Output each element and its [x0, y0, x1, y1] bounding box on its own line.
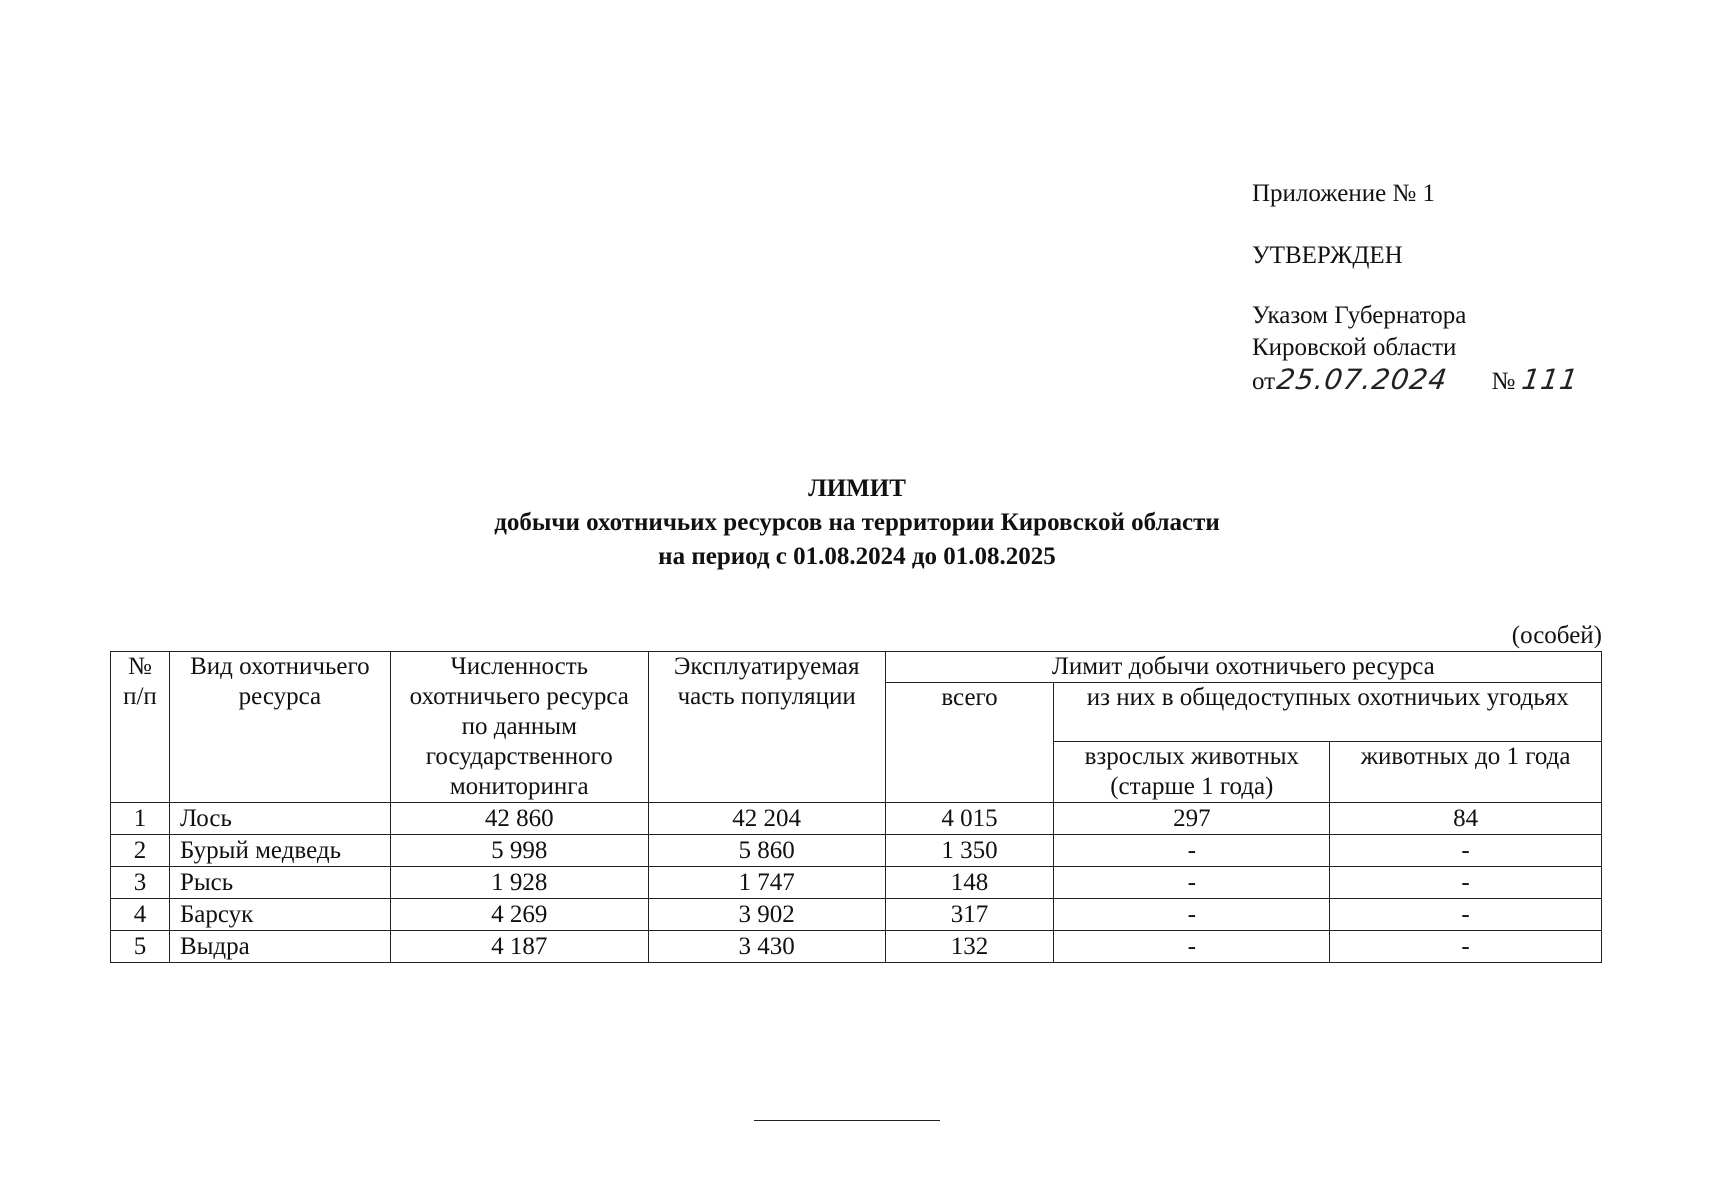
header-limit: Лимит добычи охотничьего ресурса: [885, 652, 1601, 683]
header-adults: взрослых животных (старше 1 года): [1054, 742, 1330, 803]
cell-total: 148: [885, 867, 1054, 899]
cell-population: 4 269: [390, 899, 648, 931]
cell-species: Выдра: [169, 931, 390, 963]
table-row: [111, 899, 1602, 931]
decree-date-line: [1252, 363, 1581, 398]
table-row: [111, 803, 1602, 835]
cell-exploited: 1 747: [648, 867, 885, 899]
approved-label: УТВЕРЖДЕН: [1252, 242, 1403, 269]
title-line-3: на период с 01.08.2024 до 01.08.2025: [658, 543, 1056, 570]
cell-young: -: [1330, 835, 1602, 867]
header-total: всего: [885, 683, 1054, 803]
decree-line-2: Кировской области: [1252, 334, 1457, 361]
header-public-lands: из них в общедоступных охотничьих угодьях: [1054, 683, 1602, 742]
appendix-label: Приложение № 1: [1252, 180, 1436, 207]
cell-species: Рысь: [169, 867, 390, 899]
header-num: № п/п: [111, 652, 170, 803]
cell-exploited: 42 204: [648, 803, 885, 835]
cell-num: 4: [111, 899, 170, 931]
cell-num: 2: [111, 835, 170, 867]
cell-num: 5: [111, 931, 170, 963]
approval-block: [1252, 178, 1581, 398]
limits-table: [110, 651, 1602, 963]
document-title: [0, 472, 1714, 574]
title-line-1: ЛИМИТ: [808, 475, 906, 502]
closing-separator-line: [754, 1120, 940, 1121]
header-species: Вид охотничьего ресурса: [169, 652, 390, 803]
header-population: Численность охотничьего ресурса по данным государственного мониторинга: [390, 652, 648, 803]
cell-num: 3: [111, 867, 170, 899]
cell-young: -: [1330, 931, 1602, 963]
cell-young: -: [1330, 867, 1602, 899]
cell-adults: -: [1054, 931, 1330, 963]
header-young: животных до 1 года: [1330, 742, 1602, 803]
table-row: [111, 867, 1602, 899]
date-prefix: от: [1252, 368, 1276, 395]
cell-total: 132: [885, 931, 1054, 963]
cell-population: 4 187: [390, 931, 648, 963]
cell-young: 84: [1330, 803, 1602, 835]
cell-population: 5 998: [390, 835, 648, 867]
header-row-1: [111, 652, 1602, 683]
title-line-2: добычи охотничьих ресурсов на территории Кировской области: [494, 509, 1220, 536]
cell-species: Лось: [169, 803, 390, 835]
table-row: [111, 931, 1602, 963]
number-prefix: №: [1491, 368, 1516, 395]
cell-adults: -: [1054, 899, 1330, 931]
cell-total: 317: [885, 899, 1054, 931]
decree-line-1: Указом Губернатора: [1252, 302, 1467, 329]
handwritten-number: 111: [1519, 363, 1581, 396]
cell-adults: -: [1054, 867, 1330, 899]
header-exploited: Эксплуатируемая часть популяции: [648, 652, 885, 803]
cell-species: Барсук: [169, 899, 390, 931]
cell-adults: 297: [1054, 803, 1330, 835]
handwritten-date: 25.07.2024: [1274, 363, 1450, 396]
cell-total: 1 350: [885, 835, 1054, 867]
cell-total: 4 015: [885, 803, 1054, 835]
cell-exploited: 5 860: [648, 835, 885, 867]
cell-species: Бурый медведь: [169, 835, 390, 867]
cell-population: 1 928: [390, 867, 648, 899]
cell-adults: -: [1054, 835, 1330, 867]
cell-num: 1: [111, 803, 170, 835]
cell-young: -: [1330, 899, 1602, 931]
cell-population: 42 860: [390, 803, 648, 835]
cell-exploited: 3 430: [648, 931, 885, 963]
table-row: [111, 835, 1602, 867]
cell-exploited: 3 902: [648, 899, 885, 931]
units-label: (особей): [1511, 622, 1602, 649]
